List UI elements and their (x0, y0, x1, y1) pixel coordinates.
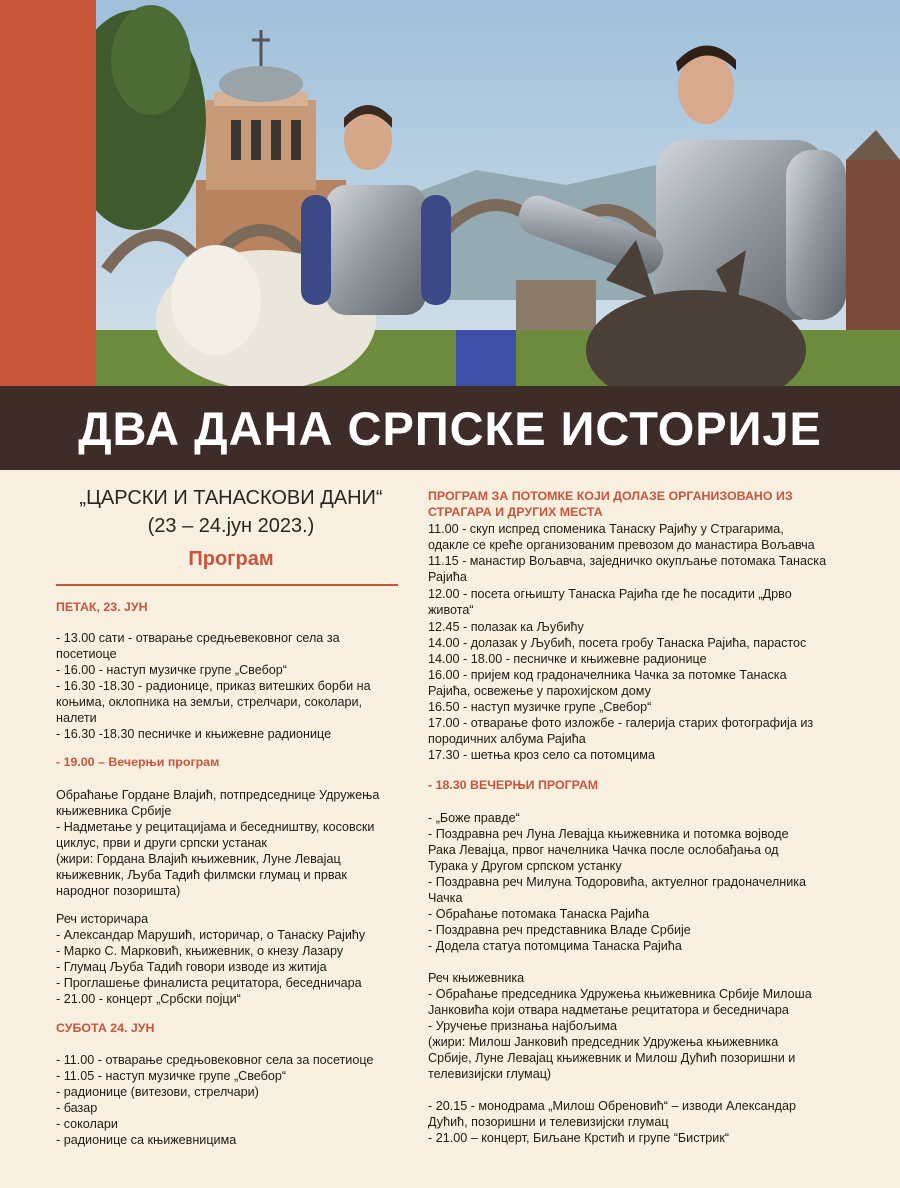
right-evening-heading: - 18.30 ВЕЧЕРЊИ ПРОГРАМ (428, 778, 599, 792)
friday-line: коњима, оклопника на земљи, стрелчари, соколари, (56, 695, 363, 709)
historian-line: - Александар Марушић, историчар, о Танаску Рајићу (56, 928, 366, 942)
right-evening-line: - Додела статуа потомцима Танаска Рајића (428, 939, 682, 953)
right-evening-line: Турака у Другом српском устанку (428, 859, 622, 873)
descendants-line: 14.00 - долазак у Љубић, посета гробу Танаска Рајића, парастос (428, 636, 807, 650)
descendants-line: живота“ (428, 603, 474, 617)
writers-line: телевизијски глумац) (428, 1067, 552, 1081)
historian-line: - Марко С. Марковић, књижевник, о кнезу Лазару (56, 944, 344, 958)
program-heading: Програм (188, 548, 274, 570)
evening-line: (жири: Гордана Влајић књижевник, Луне Левајац (56, 852, 341, 866)
saturday-line: - радионице (витезови, стрелчари) (56, 1085, 259, 1099)
writers-line: Србије, Луне Левајац књижевник и Милош Дућић позоришни и (428, 1051, 796, 1065)
descendants-line: 12.45 - полазак ка Љубићу (428, 620, 584, 634)
evening-line: - Надметање у рецитацијама и беседништву, косовски (56, 820, 375, 834)
historian-line: - Глумац Љуба Тадић говори изводе из житија (56, 960, 327, 974)
descendants-line: 17.00 - отварање фото изложбе - галерија старих фотографија из (428, 716, 814, 730)
saturday-line: - 11.05 - наступ музичке групе „Свебор“ (56, 1069, 287, 1083)
closing-line: - 21.00 – концерт, Биљане Крстић и групе “Бистрик“ (428, 1131, 730, 1145)
saturday-line: - 11.00 - отварање средњовековног села за посетиоце (56, 1053, 374, 1067)
writers-line: Јанковића који отвара надметање рецитатора и беседничара (428, 1003, 789, 1017)
historian-line: - Проглашење финалиста рецитатора, беседничара (56, 976, 362, 990)
descendants-line: 16.00 - пријем код градоначелника Чачка за потомке Танаска (428, 668, 787, 682)
descendants-line: породичних албума Рајића (428, 732, 586, 746)
saturday-line: - соколари (56, 1117, 118, 1131)
descendants-line: Рајића (428, 570, 467, 584)
friday-line: - 16.30 -18.30 песничке и књижевне радионице (56, 727, 332, 741)
descendants-line: 16.50 - наступ музичке групе „Свебор“ (428, 700, 652, 714)
festival-dates: (23 – 24.јун 2023.) (147, 515, 315, 537)
evening-line: књижевник, Љуба Тадић филмски глумац и првак (56, 868, 347, 882)
right-evening-line: Рака Левајца, првог начелника Чачка после ослобађања од (428, 843, 779, 857)
descendants-line: 12.00 - посета огњишту Танаска Рајића где ће посадити „Дрво (428, 587, 792, 601)
historian-line: - 21.00 - концерт „Србски појци“ (56, 992, 241, 1006)
friday-line: - 13.00 сати - отварање средњевековног села за (56, 631, 340, 645)
section-divider (56, 584, 398, 586)
evening-heading: - 19.00 – Вечерњи програм (56, 755, 220, 769)
historian-line: Реч историчара (56, 912, 149, 926)
friday-line: посетиоце (56, 647, 117, 661)
descendants-heading: СТРАГАРА И ДРУГИХ МЕСТА (428, 505, 603, 519)
descendants-line: Рајића, освежење у парохијском дому (428, 684, 651, 698)
writers-line: - Обраћање председника Удружења књижевника Србије Милоша (428, 987, 812, 1001)
right-evening-line: - Поздравна реч представника Владе Србије (428, 923, 691, 937)
evening-line: народног позоришта) (56, 884, 181, 898)
title-banner (0, 386, 900, 470)
friday-heading: ПЕТАК, 23. ЈУН (56, 600, 148, 614)
descendants-line: 14.00 - 18.00 - песничке и књижевне радионице (428, 652, 707, 666)
evening-line: књижевника Србије (56, 804, 172, 818)
writers-line: (жири: Милош Јанковић председник Удружења књижевника (428, 1035, 779, 1049)
evening-line: циклус, први и други српски устанак (56, 836, 267, 850)
descendants-line: одакле се креће организованим превозом до манастира Вољавча (428, 538, 815, 552)
writers-line: Реч књижевника (428, 971, 525, 985)
hero-photo-area (0, 0, 900, 386)
saturday-heading: СУБОТА 24. ЈУН (56, 1021, 155, 1035)
right-evening-line: Чачка (428, 891, 463, 905)
closing-line: Дућић, позоришни и телевизијски глумац (428, 1115, 669, 1129)
right-evening-line: - Обраћање потомака Танаска Рајића (428, 907, 650, 921)
friday-line: - 16.00 - наступ музичке групе „Свебор“ (56, 663, 287, 677)
right-evening-line: - Поздравна реч Милуна Тодоровића, актуелног градоначелника (428, 875, 807, 889)
saturday-line: - базар (56, 1101, 98, 1115)
festival-title: „ЦАРСКИ И ТАНАСКОВИ ДАНИ“ (79, 487, 383, 509)
right-evening-line: - Поздравна реч Луна Левајца књижевника и потомка војводе (428, 827, 789, 841)
friday-line: налети (56, 711, 97, 725)
closing-line: - 20.15 - монодрама „Милош Обреновић“ – изводи Александар (428, 1099, 796, 1113)
descendants-line: 17.30 - шетња кроз село са потомцима (428, 748, 655, 762)
descendants-line: 11.00 - скуп испред споменика Танаску Рајићу у Страгарима, (428, 522, 784, 536)
writers-line: - Уручење признања најбољима (428, 1019, 617, 1033)
right-evening-line: - „Боже правде“ (428, 811, 520, 825)
banner-title: ДВА ДАНА СРПСКЕ ИСТОРИЈЕ (78, 401, 822, 455)
descendants-heading: ПРОГРАМ ЗА ПОТОМКЕ КОЈИ ДОЛАЗЕ ОРГАНИЗОВАНО ИЗ (428, 489, 793, 503)
hero-photo-knights-illustration (96, 0, 900, 386)
descendants-line: 11.15 - манастир Вољавча, заједничко окупљање потомака Танаска (428, 554, 827, 568)
friday-line: - 16.30 -18.30 - радионице, приказ витешких борби на (56, 679, 371, 693)
hero-accent-stripe (0, 0, 96, 386)
saturday-line: - радионице са књижевницима (56, 1133, 237, 1147)
evening-line: Обраћање Гордане Влајић, потпредседнице Удружења (56, 788, 380, 802)
